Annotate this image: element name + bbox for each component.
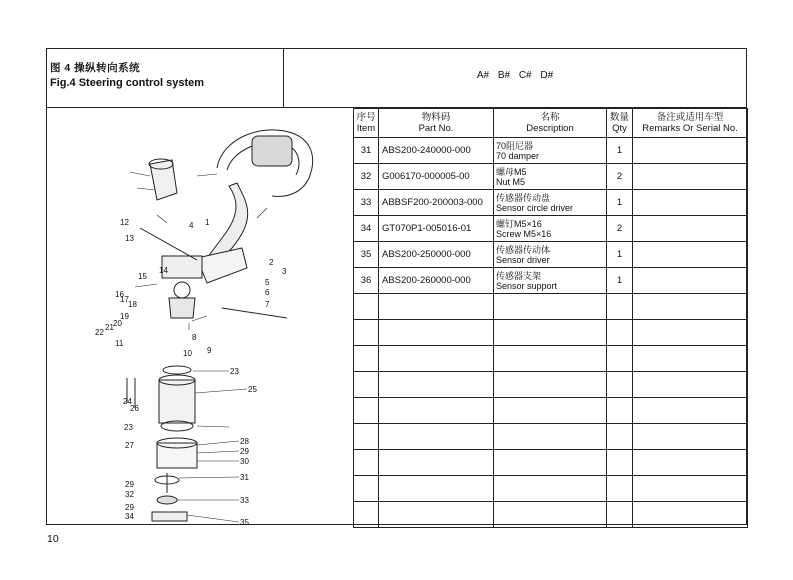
callout: 24 [123, 397, 132, 406]
table-row: 31 ABS200-240000-000 70阻尼器 70 damper 1 [354, 138, 748, 164]
callout: 13 [125, 234, 134, 243]
callout: 8 [192, 333, 197, 342]
parts-table-wrap [353, 108, 747, 525]
callout: 2 [269, 258, 274, 267]
callout: 32 [125, 490, 134, 499]
callout: 14 [159, 266, 168, 275]
figure-title-cn: 图 4 操纵转向系统 [50, 62, 141, 74]
table-header-row [354, 109, 748, 138]
callout: 20 [113, 319, 122, 328]
col-part-no: 物料码 Part No. [379, 109, 494, 138]
callout: 7 [265, 300, 270, 309]
callout: 33 [240, 496, 249, 505]
callout: 34 [125, 512, 134, 521]
table-row-empty [354, 320, 748, 346]
callout: 12 [120, 218, 129, 227]
callout: 6 [265, 288, 270, 297]
callout: 22 [95, 328, 104, 337]
callout: 35 [240, 518, 249, 525]
col-description: 名称 Description [494, 109, 607, 138]
callout: 29 [125, 503, 134, 512]
callout: 18 [128, 300, 137, 309]
table-row-empty [354, 346, 748, 372]
col-remarks: 备注或适用车型 Remarks Or Serial No. [633, 109, 748, 138]
callout: 21 [105, 323, 114, 332]
table-row-empty [354, 424, 748, 450]
callout: 29 [125, 480, 134, 489]
callout: 15 [138, 272, 147, 281]
callout: 10 [183, 349, 192, 358]
steering-exploded-view [47, 108, 353, 525]
callout: 25 [248, 385, 257, 394]
page-frame [46, 48, 747, 525]
figure-title-en: Fig.4 Steering control system [50, 77, 205, 89]
callout: 3 [282, 267, 287, 276]
variant-block [284, 49, 746, 107]
table-row: 35 ABS200-250000-000 传感器传动体 Sensor driver 1 [354, 242, 748, 268]
callout: 16 [115, 290, 124, 299]
callout: 31 [240, 473, 249, 482]
callout: 27 [125, 441, 134, 450]
callout: 23 [230, 367, 239, 376]
table-row-empty [354, 502, 748, 528]
callout: 29 [240, 447, 249, 456]
table-row-empty [354, 476, 748, 502]
callout: 1 [205, 218, 210, 227]
col-item: 序号 Item [354, 109, 379, 138]
page-number: 10 [47, 533, 59, 545]
callout: 5 [265, 278, 270, 287]
table-row-empty [354, 398, 748, 424]
callout: 11 [115, 339, 124, 348]
model-variants: A# B# C# D# [476, 70, 554, 81]
figure-title-block [47, 49, 284, 107]
table-row-empty [354, 372, 748, 398]
table-row: 33 ABBSF200-200003-000 传感器传动盘 Sensor circle driver 1 [354, 190, 748, 216]
callout: 4 [189, 221, 194, 230]
table-row: 34 GT070P1-005016-01 螺钉M5×16 Screw M5×16 2 [354, 216, 748, 242]
table-row-empty [354, 294, 748, 320]
parts-table [353, 108, 748, 528]
col-qty: 数量 Qty [607, 109, 633, 138]
table-row-empty [354, 450, 748, 476]
callout: 17 [120, 295, 129, 304]
callout: 30 [240, 457, 249, 466]
callout: 23 [124, 423, 133, 432]
table-row: 32 G006170-000005-00 螺母M5 Nut M5 2 [354, 164, 748, 190]
callout: 26 [130, 404, 139, 413]
exploded-parts-drawing [47, 108, 353, 525]
callout: 9 [207, 346, 212, 355]
callout: 28 [240, 437, 249, 446]
table-row: 36 ABS200-260000-000 传感器支架 Sensor support 1 [354, 268, 748, 294]
callout: 19 [120, 312, 129, 321]
